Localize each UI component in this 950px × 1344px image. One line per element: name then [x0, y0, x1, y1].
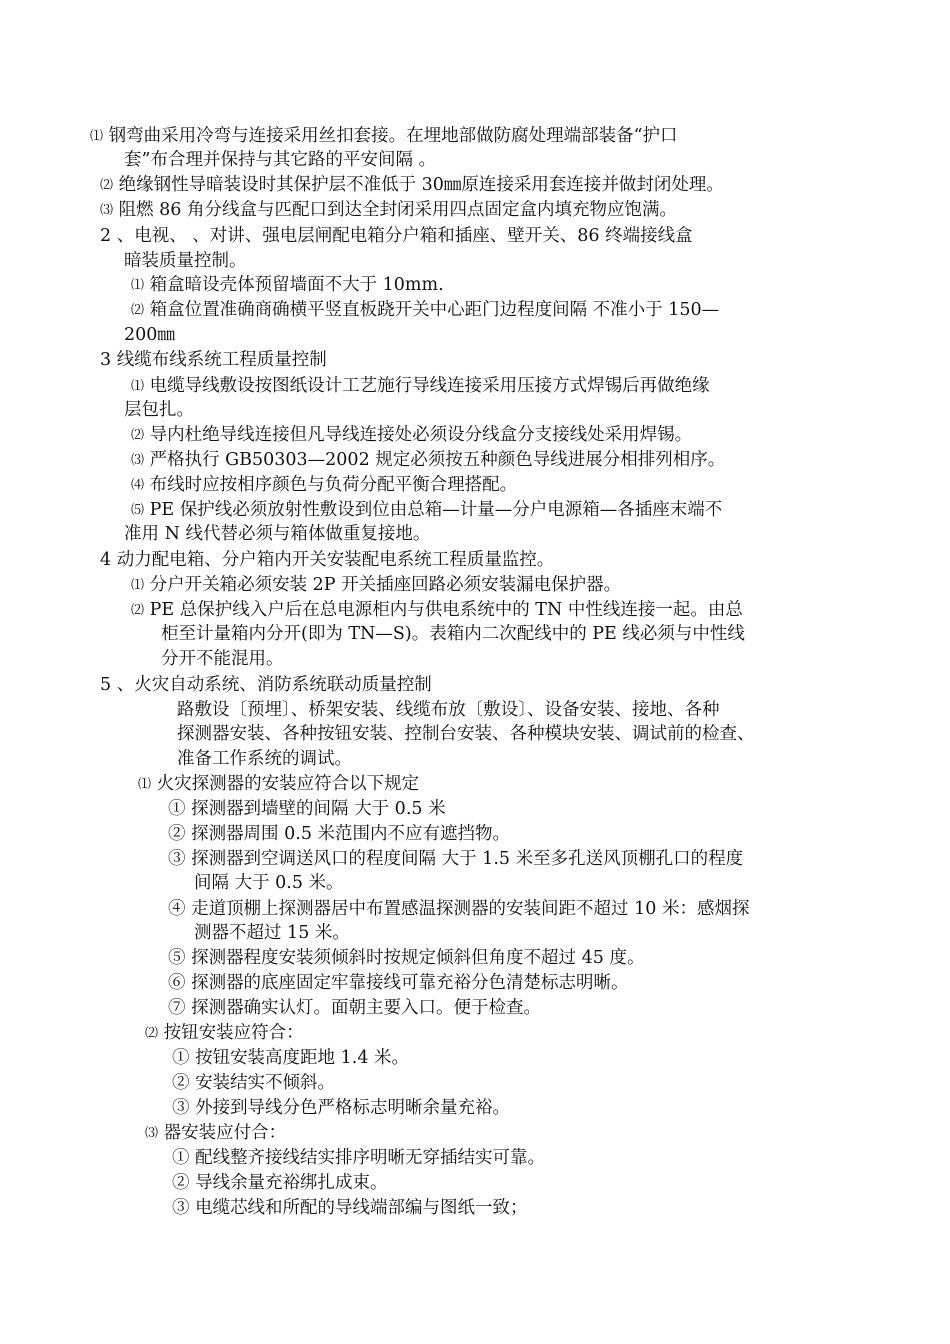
text-line: ⑤ 探测器程度安装须倾斜时按规定倾斜但角度不超过 45 度。 — [168, 948, 645, 968]
text-line: ⑴ 火灾探测器的安装应符合以下规定 — [138, 774, 420, 794]
text-line: 间隔 大于 0.5 米。 — [194, 873, 344, 893]
text-line: ⑴ 箱盒暗设壳体预留墙面不大于 10mm. — [131, 275, 444, 295]
item-marker: ⑴ — [138, 777, 152, 792]
item-marker: ⑵ — [145, 1026, 159, 1041]
item-marker: ⑵ — [131, 303, 145, 318]
text-line: 2 、电视、 、对讲、强电层闸配电箱分户箱和插座、壁开关、86 终端接线盒 — [100, 226, 693, 246]
text-line: ④ 走道顶棚上探测器居中布置感温探测器的安装间距不超过 10 米：感烟探 — [168, 899, 750, 919]
item-marker: ⑵ — [131, 428, 145, 443]
text-line: ⑴ 钢弯曲采用冷弯与连接采用丝扣套接。在埋地部做防腐处理端部装备“护口 — [90, 126, 678, 146]
text-line: 层包扎。 — [124, 400, 194, 420]
text-line: ① 按钮安装高度距地 1.4 米。 — [172, 1048, 410, 1068]
text-line: ⑵ 绝缘钢性导暗装设时其保护层不准低于 30㎜原连接采用套连接并做封闭处理。 — [100, 175, 724, 195]
text-line: ⑵ 按钮安装应符合： — [145, 1023, 304, 1043]
text-line: ⑶ 器安装应付合： — [145, 1123, 287, 1143]
text-line: ⑷ 布线时应按相序颜色与负荷分配平衡合理搭配。 — [131, 475, 518, 495]
text-line: ③ 外接到导线分色严格标志明晰余量充裕。 — [172, 1098, 511, 1118]
text-line: ⑵ PE 总保护线入户后在总电源柜内与供电系统中的 TN 中性线连接一起。由总 — [131, 600, 743, 620]
text-line: 200㎜ — [124, 325, 175, 345]
text-line: ⑵ 箱盒位置准确商确横平竖直板跷开关中心距门边程度间隔 不准小于 150— — [131, 300, 720, 320]
text-line: ③ 探测器到空调送风口的程度间隔 大于 1.5 米至多孔送风顶棚孔口的程度 — [168, 849, 744, 869]
text-line: 柜至计量箱内分开(即为 TN—S)。表箱内二次配线中的 PE 线必须与中性线 — [161, 624, 745, 644]
item-marker: ⑴ — [131, 379, 145, 394]
text-line: ① 配线整齐接线结实排序明晰无穿插结实可靠。 — [172, 1148, 546, 1168]
text-line: ⑥ 探测器的底座固定牢靠接线可靠充裕分色清楚标志明晰。 — [168, 973, 629, 993]
item-marker: ⑶ — [100, 203, 114, 218]
text-line: 套”布合理并保持与其它路的平安间隔 。 — [124, 150, 437, 170]
item-marker: ⑷ — [131, 478, 145, 493]
text-line: 4 动力配电箱、分户箱内开关安装配电系统工程质量监控。 — [100, 550, 555, 570]
text-line: 测器不超过 15 米。 — [194, 923, 350, 943]
text-line: ③ 电缆芯线和所配的导线端部编与图纸一致； — [172, 1198, 528, 1218]
text-line: ⑵ 导内杜绝导线连接但凡导线连接处必须设分线盒分支接线处采用焊锡。 — [131, 425, 693, 445]
text-line: ① 探测器到墙壁的间隔 大于 0.5 米 — [168, 799, 446, 819]
item-marker: ⑵ — [131, 603, 145, 618]
text-line: 准用 N 线代替必须与箱体做重复接地。 — [124, 524, 431, 544]
text-line: ② 安装结实不倾斜。 — [172, 1073, 336, 1093]
text-line: 分开不能混用。 — [161, 649, 284, 669]
text-line: 3 线缆布线系统工程质量控制 — [100, 350, 327, 370]
text-line: ⑶ 严格执行 GB50303—2002 规定必须按五种颜色导线进展分相排列相序。 — [131, 450, 726, 470]
item-marker: ⑴ — [131, 278, 145, 293]
text-line: ⑶ 阻燃 86 角分线盒与匹配口到达全封闭采用四点固定盒内填充物应饱满。 — [100, 200, 677, 220]
item-marker: ⑴ — [131, 578, 145, 593]
text-line: ⑸ PE 保护线必须放射性敷设到位由总箱—计量—分户电源箱—各插座末端不 — [131, 500, 723, 520]
text-line: 5 、火灾自动系统、消防系统联动质量控制 — [100, 675, 432, 695]
item-marker: ⑵ — [100, 178, 114, 193]
text-line: ⑴ 电缆导线敷设按图纸设计工艺施行导线连接采用压接方式焊锡后再做绝缘 — [131, 376, 710, 396]
item-marker: ⑸ — [131, 503, 145, 518]
text-line: ② 导线余量充裕绑扎成束。 — [172, 1173, 388, 1193]
text-line: 探测器安装、各种按钮安装、控制台安装、各种模块安装、调试前的检查、 — [177, 724, 755, 744]
text-line: ⑴ 分户开关箱必须安装 2P 开关插座回路必须安装漏电保护器。 — [131, 575, 622, 595]
text-line: 准备工作系统的调试。 — [177, 749, 352, 769]
item-marker: ⑶ — [131, 453, 145, 468]
text-line: 暗装质量控制。 — [124, 251, 247, 271]
text-line: 路敷设〔预埋〕、桥架安装、线缆布放〔敷设〕、设备安装、接地、各种 — [177, 700, 720, 720]
item-marker: ⑴ — [90, 129, 104, 144]
text-line: ② 探测器周围 0.5 米范围内不应有遮挡物。 — [168, 824, 511, 844]
item-marker: ⑶ — [145, 1126, 159, 1141]
text-line: ⑦ 探测器确实认灯。面朝主要入口。便于检查。 — [168, 998, 542, 1018]
